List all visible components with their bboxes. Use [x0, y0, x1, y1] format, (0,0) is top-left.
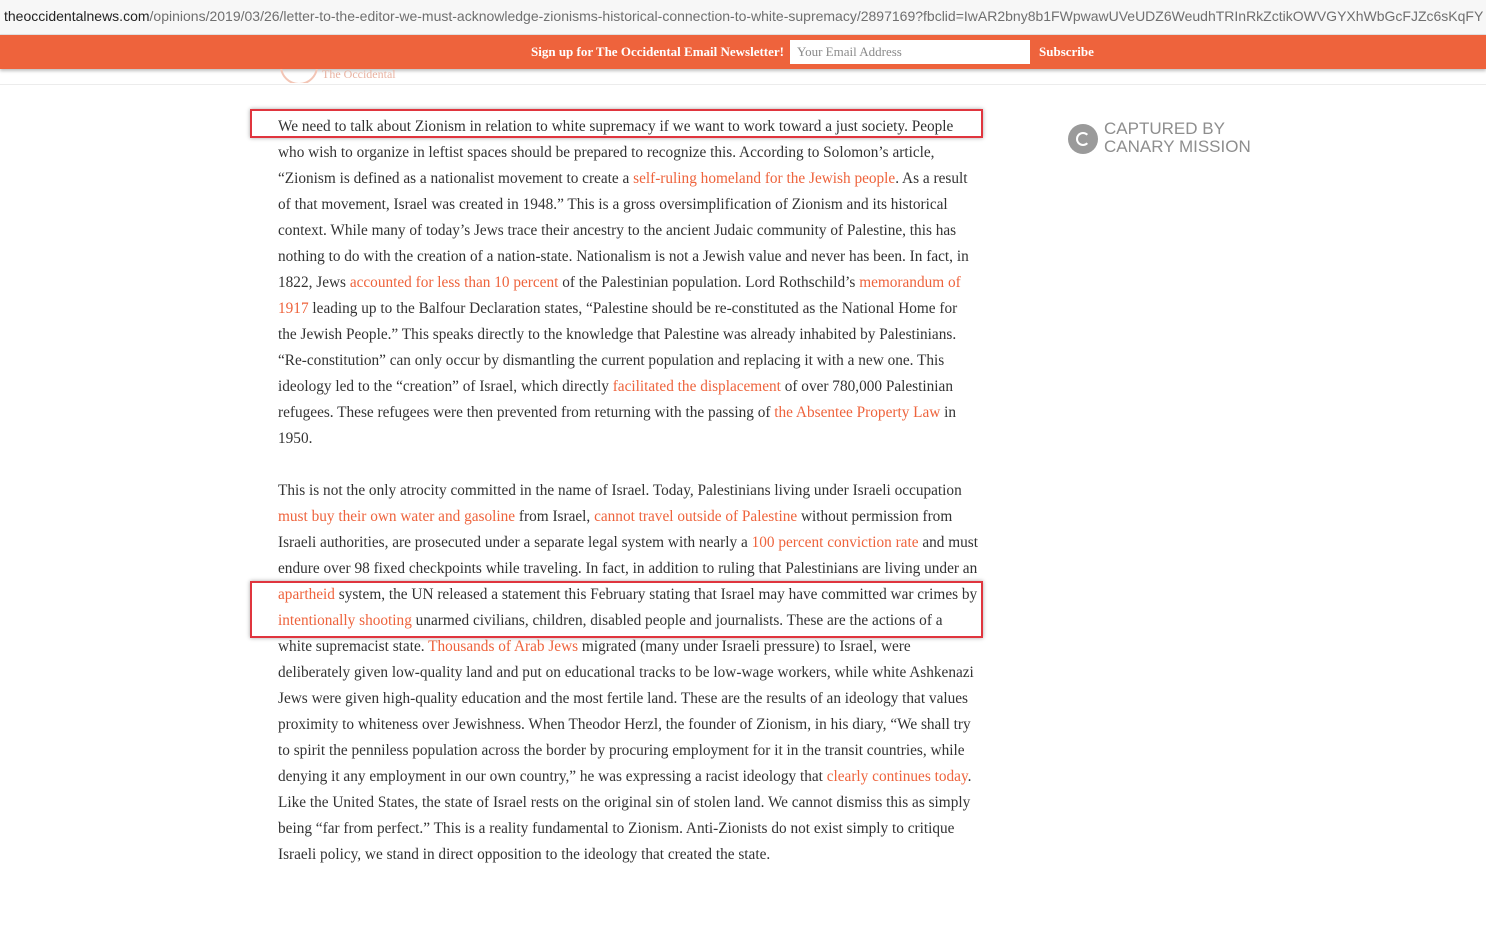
- text-run: system, the UN released a statement this February stating that Israel may have committed war crimes by: [334, 586, 978, 603]
- text-run: unarmed civilians, children, disabled people and journalists. These are the actions of a white supremacist state.: [278, 612, 943, 655]
- link-water-gasoline[interactable]: must buy their own water and gasoline: [278, 508, 516, 525]
- article-paragraph-1: [278, 114, 978, 452]
- newsletter-bar: [0, 35, 1486, 69]
- link-less-than-10-percent[interactable]: accounted for less than 10 percent: [349, 274, 559, 291]
- stamp-text: [1104, 120, 1251, 156]
- text-run: and must endure over 98 fixed checkpoints while traveling. In fact, in addition to ruling that Palestinians are living under an: [278, 534, 979, 577]
- text-run: of over 780,000 Palestinian refugees. These refugees were then prevented from returning with the passing of: [278, 378, 953, 421]
- link-cannot-travel[interactable]: cannot travel outside of Palestine: [594, 508, 798, 525]
- text-run: of the Palestinian population. Lord Rothschild’s: [558, 274, 860, 291]
- text-run: . As a result of that movement, Israel was created in 1948.” This is a gross oversimplification of Zionism and its historical context. While many of today’s Jews trace their ancestry to the ancient Judaic community of Palestine, this has nothing to do with the creation of a nation-state. Nationalism is not a Jewish value and never has been. In fact, in 1822, Jews: [278, 170, 969, 291]
- article-paragraph-2: [278, 478, 978, 868]
- text-run: . Like the United States, the state of Israel rests on the original sin of stolen land. We cannot dismiss this as simply being “far from perfect.” This is a reality fundamental to Zionism. Anti-Zionists do not exist simply to critique Israeli policy, we stand in direct opposition to the ideology that created the state.: [278, 768, 972, 863]
- newsletter-label: Sign up for The Occidental Email Newsletter!: [531, 44, 785, 59]
- text-run: without permission from Israeli authorities, are prosecuted under a separate legal system with nearly a: [278, 508, 953, 551]
- link-apartheid[interactable]: apartheid: [278, 586, 335, 603]
- stamp-line-2: CANARY MISSION: [1104, 137, 1251, 156]
- link-intentionally-shooting[interactable]: intentionally shooting: [278, 612, 412, 629]
- link-memorandum-1917[interactable]: memorandum of 1917: [278, 274, 961, 317]
- link-facilitated-displacement[interactable]: facilitated the displacement: [612, 378, 781, 395]
- site-logo[interactable]: [278, 69, 438, 83]
- link-clearly-continues[interactable]: clearly continues today: [826, 768, 968, 785]
- link-self-ruling-homeland[interactable]: self-ruling homeland for the Jewish people: [633, 170, 896, 187]
- header-divider: [0, 84, 1486, 85]
- stamp-line-1: CAPTURED BY: [1104, 119, 1225, 138]
- canary-mission-icon: [1068, 124, 1098, 154]
- url-domain: theoccidentalnews.com: [4, 8, 150, 24]
- logo-text: The Occidental: [322, 69, 396, 81]
- link-conviction-rate[interactable]: 100 percent conviction rate: [751, 534, 919, 551]
- text-run: We need to talk about Zionism in relation to white supremacy if we want to work toward a just society. People who wish to organize in leftist spaces should be prepared to recognize this. According to Solomon’s article, “Zionism is defined as a nationalist movement to create a: [278, 118, 954, 187]
- text-run: from Israel,: [515, 508, 595, 525]
- link-arab-jews[interactable]: Thousands of Arab Jews: [428, 638, 579, 655]
- text-run: migrated (many under Israeli pressure) to Israel, were deliberately given low-quality land and put on educational tracks to be low-wage workers, while white Ashkenazi Jews were given high-quality education and the most fertile land. These are the results of an ideology that values proximity to whiteness over Jewishness. When Theodor Herzl, the founder of Zionism, in his diary, “We shall try to spirit the penniless population across the border by procuring employment for it in the transit countries, while denying it any employment in our own country,” he was expressing a racist ideology that: [278, 638, 974, 785]
- article-body: [278, 114, 978, 894]
- email-input[interactable]: [790, 40, 1030, 64]
- url-path: /opinions/2019/03/26/letter-to-the-editor-we-must-acknowledge-zionisms-historical-connection-to-white-supremacy/2897169?fbclid=IwAR2bny8b1FWpwawUVeUDZ6WeudhTRInRkZctikOWVGYXhWbGcFJZc6sKqFY: [149, 8, 1484, 24]
- logo-emblem-icon: [280, 69, 318, 83]
- text-run: This is not the only atrocity committed in the name of Israel. Today, Palestinians living under Israeli occupation: [278, 482, 962, 499]
- link-absentee-property-law[interactable]: the Absentee Property Law: [774, 404, 941, 421]
- address-bar[interactable]: [0, 0, 1486, 35]
- text-run: leading up to the Balfour Declaration states, “Palestine should be re-constituted as the National Home for the Jewish People.” This speaks directly to the knowledge that Palestine was already inhabited by Palestinians. “Re-constitution” can only occur by dismantling the current population and replacing it with a new one. This ideology led to the “creation” of Israel, which directly: [278, 300, 958, 395]
- text-run: in 1950.: [278, 404, 957, 447]
- subscribe-button[interactable]: Subscribe: [1032, 40, 1101, 64]
